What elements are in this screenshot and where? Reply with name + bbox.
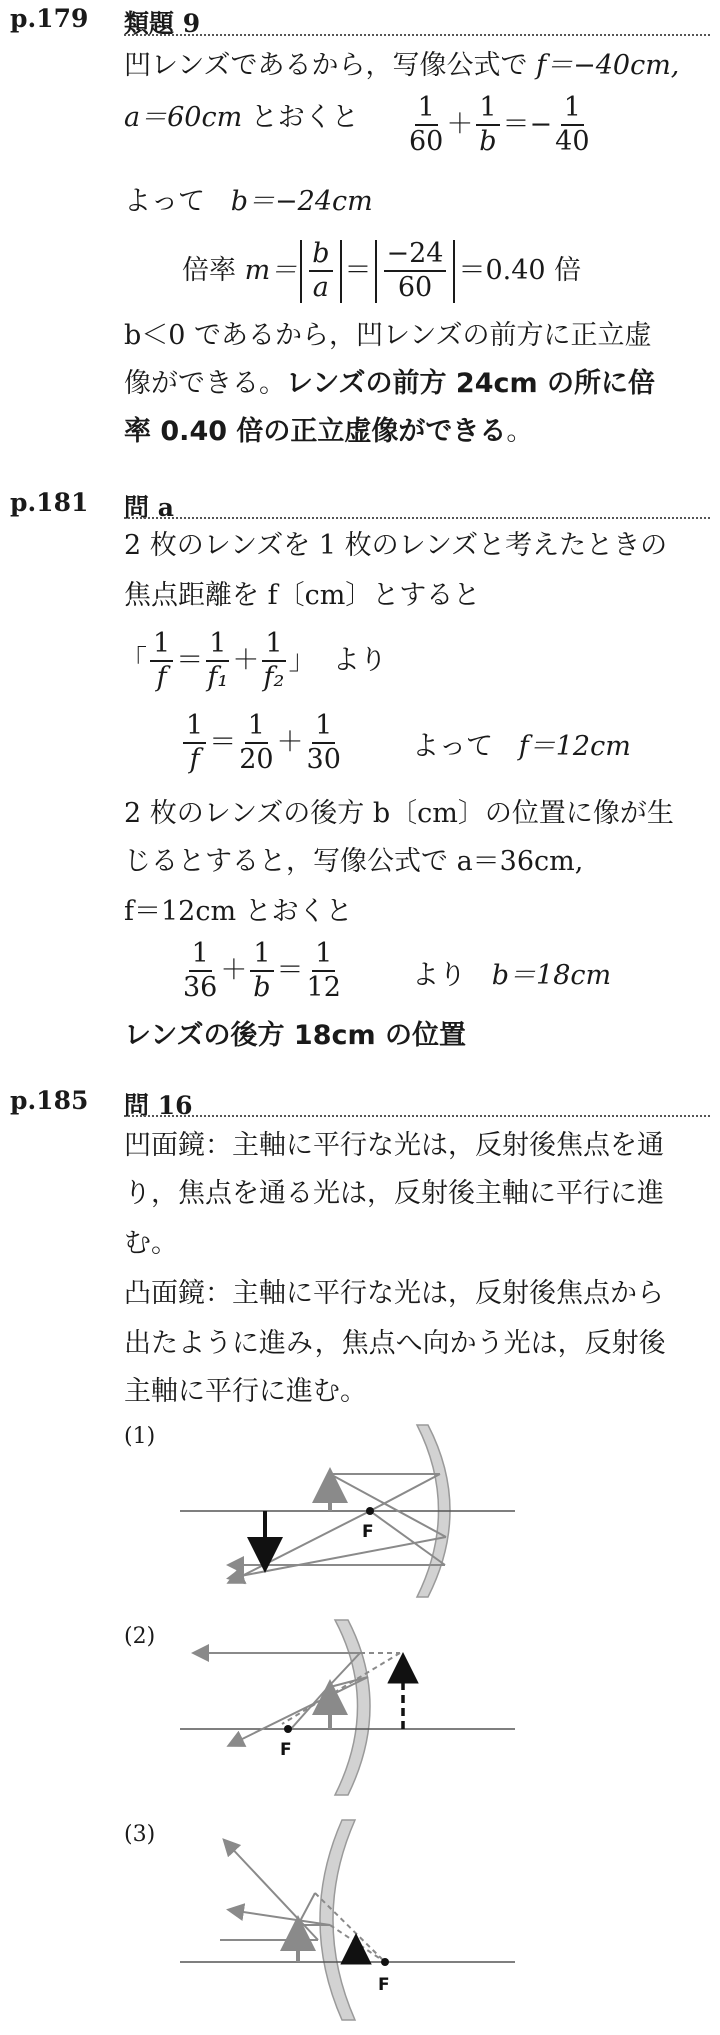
text-line: 2 枚のレンズの後方 b〔cm〕の位置に像が生 — [124, 798, 674, 829]
dotted-rule — [124, 517, 710, 519]
text-line: f＝12cm とおくと — [124, 896, 353, 927]
equation: $\frac{1}{60}$ ＋ $\frac{1}{b}$ ＝− $\frac{1}{40}$ — [409, 92, 590, 158]
convex-mirror-diagram — [170, 1615, 530, 1815]
text-line: 像ができる。レンズの前方 24cm の所に倍 — [124, 368, 656, 399]
text-line: 凹面鏡：主軸に平行な光は，反射後焦点を通 — [124, 1130, 664, 1161]
focal-label: F — [362, 1522, 374, 1542]
text-line: よって b＝−24cm — [124, 186, 373, 217]
page-reference: p.179 — [10, 4, 89, 33]
focal-label: F — [280, 1740, 292, 1760]
answer-text: レンズの後方 18cm の位置 — [124, 1020, 467, 1051]
text-line: よって f＝12cm — [412, 731, 631, 762]
focal-point — [366, 1507, 374, 1515]
equation-line: a＝60cm とおくと — [124, 102, 359, 133]
equation: 「 $\frac{1}{f}$ ＝ $\frac{1}{\text{f₁}}$ ＋ $\frac{1}{\text{f₂}}$ 」 より — [120, 628, 387, 694]
text-line: 凹レンズであるから，写像公式で f＝−40cm, — [124, 50, 680, 81]
equation: $\frac{1}{f}$ ＝ $\frac{1}{20}$ ＋ $\frac{1}{30}$ — [180, 712, 344, 775]
concave-mirror-diagram — [170, 1415, 530, 1615]
dotted-rule — [124, 1115, 710, 1117]
text-line: り，焦点を通る光は，反射後主軸に平行に進 — [124, 1178, 664, 1209]
page-reference: p.181 — [10, 488, 89, 517]
mirror-convex — [320, 1820, 355, 2020]
mirror-convex — [335, 1620, 370, 1795]
dotted-rule — [124, 34, 710, 36]
page-reference: p.185 — [10, 1086, 89, 1115]
text-line: 主軸に平行に進む。 — [124, 1376, 367, 1407]
problem-title: 問 16 — [124, 1091, 193, 1120]
equation: $\frac{1}{36}$ ＋ $\frac{1}{b}$ ＝ $\frac{1}{12}$ — [183, 938, 341, 1004]
focal-label: F — [378, 1975, 390, 1995]
text-line: じるとすると，写像公式で a＝36cm, — [124, 846, 584, 877]
convex-mirror-diagram — [170, 1815, 530, 2030]
text-line: より b＝18cm — [412, 960, 612, 991]
text-line: 焦点距離を f〔cm〕とすると — [124, 580, 481, 611]
figure-label: (1) — [124, 1424, 156, 1449]
figure-label: (2) — [124, 1624, 156, 1649]
text-line: 凸面鏡：主軸に平行な光は，反射後焦点から — [124, 1278, 664, 1309]
focal-point — [381, 1958, 389, 1966]
figure-label: (3) — [124, 1822, 156, 1847]
text-line: む。 — [124, 1228, 178, 1259]
problem-title: 問 a — [124, 493, 174, 522]
text-line: 出たように進み，焦点へ向かう光は，反射後 — [124, 1328, 666, 1359]
text-line: 2 枚のレンズを 1 枚のレンズと考えたときの — [124, 530, 668, 561]
answer-text: 率 0.40 倍の正立虚像ができる。 — [124, 416, 534, 447]
text-line: b＜0 であるから，凹レンズの前方に正立虚 — [124, 320, 652, 351]
problem-title: 類題 9 — [124, 9, 201, 38]
focal-point — [284, 1725, 292, 1733]
equation: 倍率 m＝ $\frac{b}{a}$ ＝ $\frac{-24}{60}$ ＝0.40 倍 — [182, 238, 582, 304]
